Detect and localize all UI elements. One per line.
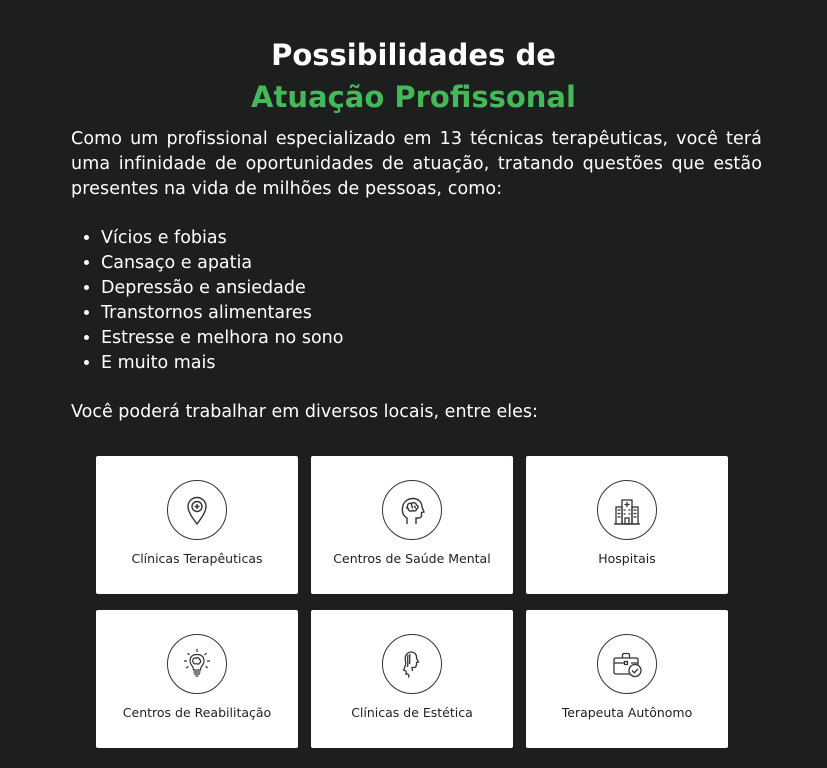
card-centros-saude-mental: [311, 456, 513, 594]
card-label: Terapeuta Autônomo: [561, 705, 693, 720]
card-label: Hospitais: [598, 551, 656, 566]
card-clinicas-estetica: [311, 610, 513, 748]
lightbulb-brain-icon: [167, 634, 227, 694]
work-locations-intro: Você poderá trabalhar em diversos locais, entre eles:: [71, 402, 538, 422]
list-item: • E muito mais: [101, 351, 343, 376]
head-brain-icon: [382, 480, 442, 540]
list-item: • Estresse e melhora no sono: [101, 326, 343, 351]
card-clinicas-terapeuticas: [96, 456, 298, 594]
list-item: • Depressão e ansiedade: [101, 276, 343, 301]
card-hospitais: [526, 456, 728, 594]
card-label: Centros de Reabilitação: [122, 705, 272, 720]
issues-list: [71, 226, 343, 376]
page-title-line2: Atuação Profissonal: [251, 80, 576, 114]
card-label: Clínicas Terapêuticas: [131, 551, 263, 566]
page-title-line1: Possibilidades de: [271, 38, 556, 72]
card-label: Clínicas de Estética: [351, 705, 473, 720]
list-item: • Vícios e fobias: [101, 226, 343, 251]
intro-paragraph: Como um profissional especializado em 13 técnicas terapêuticas, você terá uma infinidade de oportunidades de atuação, tratando questões que estão presentes na vida de milhões de pessoas, como:: [71, 129, 762, 199]
briefcase-check-icon: [597, 634, 657, 694]
woman-face-profile-icon: [382, 634, 442, 694]
card-label: Centros de Saúde Mental: [333, 551, 491, 566]
location-pin-cross-icon: [167, 480, 227, 540]
card-centros-reabilitacao: [96, 610, 298, 748]
list-item: • Cansaço e apatia: [101, 251, 343, 276]
hospital-building-icon: [597, 480, 657, 540]
list-item: • Transtornos alimentares: [101, 301, 343, 326]
card-terapeuta-autonomo: [526, 610, 728, 748]
